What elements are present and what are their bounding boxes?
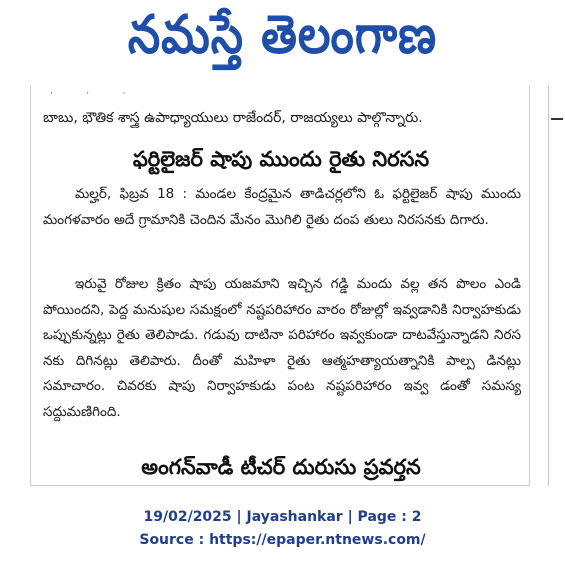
news-clipping: [30, 86, 530, 486]
masthead-title: నమస్తే తెలంగాణ: [127, 3, 438, 66]
article-paragraph-1: మల్హర్, ఫిబ్రవ 18 : మండల కేంద్రమైన తాడిచర్లలోని ఓ ఫర్టిలైజర్ షాపు ముందు మంగళవారం అదే గ్రామానికి చెందిన మేనం మొగిలి రైతు దంప తులు నిరసనకు దిగారు.: [43, 186, 521, 228]
next-article-headline: అంగన్‌వాడీ టీచర్ దురుసు ప్రవర్తన: [141, 455, 421, 479]
edition-info: 19/02/2025 | Jayashankar | Page : 2: [143, 509, 422, 525]
previous-article-tail: బాబు, భౌతిక శాస్త్ర ఉపాధ్యాయులు రాజేందర్, రాజయ్యలు పాల్గొన్నారు.: [43, 110, 423, 126]
source-link[interactable]: Source : https://epaper.ntnews.com/: [139, 532, 426, 548]
adjacent-column-fragment: [551, 118, 563, 120]
masthead: [0, 0, 565, 82]
column-divider: [548, 86, 549, 486]
article-headline: ఫర్టిలైజర్ షాపు ముందు రైతు నిరసన: [132, 147, 430, 171]
article-paragraph-2: ఇరువై రోజుల క్రితం షాపు యజమాని ఇచ్చిన గడ్డి మందు వల్ల తన పొలం ఎండి పోయిందని, పెద్ద మనుషుల సమక్షంలో నష్టపరిహారం వారం రోజుల్లో ఇవ్వడానికి నిర్వాహకుడు ఒప్పుకున్నట్లు రైతు తెలిపాడు. గడువు దాటినా పరిహారం ఇవ్వకుండా దాటవేస్తున్నాడని నిరస నకు దిగినట్లు తెలిపారు. దీంతో మహిళా రైతు ఆత్మహత్యాయత్నానికి పాల్ప డినట్లు సమాచారం. చివరకు షాపు నిర్వాహకుడు పంట నష్టపరిహారం ఇవ్వ డంతో సమస్య సద్దుమణిగింది.: [43, 276, 521, 420]
clipped-text-fragment: ˙ ˙ ˙: [49, 92, 141, 103]
